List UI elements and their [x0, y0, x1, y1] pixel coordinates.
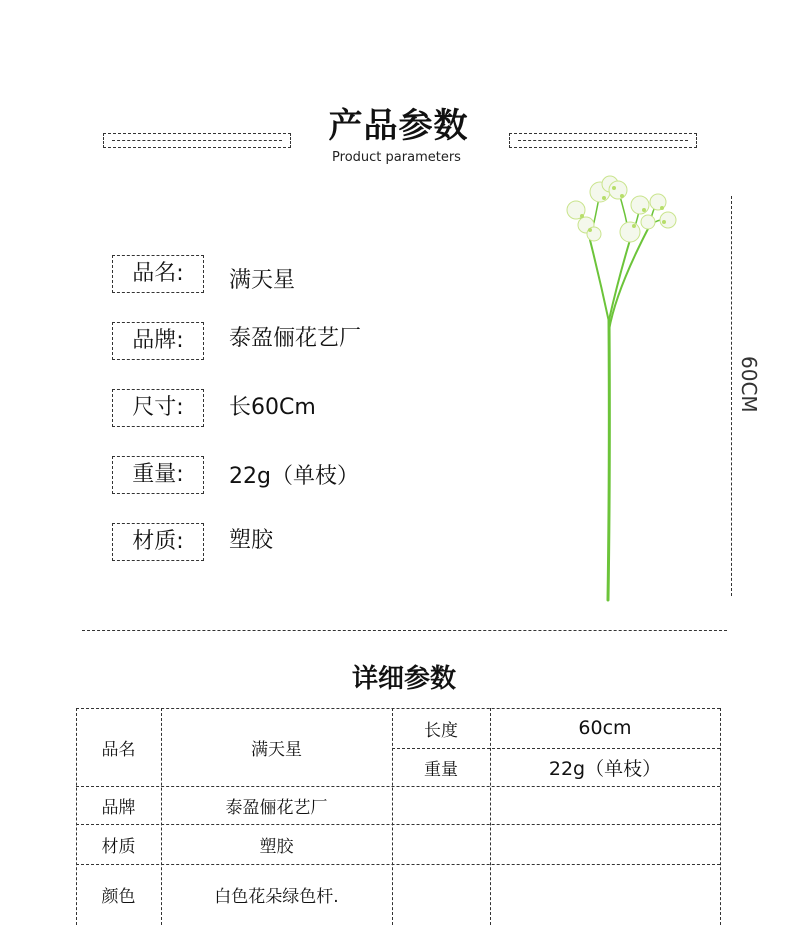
table-cell-length-value: 60cm — [578, 717, 632, 739]
page-subtitle: Product parameters — [332, 150, 461, 165]
details-title: 详细参数 — [351, 664, 456, 694]
param-value-weight: 22g（单枝） — [229, 464, 359, 489]
table-cell-brand-value: 泰盈俪花艺厂 — [225, 797, 328, 818]
table-cell-weight-label: 重量 — [424, 759, 458, 780]
param-value-material: 塑胶 — [229, 528, 274, 553]
table-border-right — [720, 708, 721, 925]
table-cell-material-value: 塑胶 — [259, 836, 294, 857]
param-value-size: 长60Cm — [229, 395, 316, 420]
param-label-name: 品名: — [112, 255, 204, 293]
table-cell-weight-value: 22g（单枝） — [548, 757, 662, 780]
param-label-material: 材质: — [112, 523, 204, 561]
page-title: 产品参数 — [328, 106, 469, 146]
param-value-brand: 泰盈俪花艺厂 — [229, 326, 362, 351]
table-cell-length-label: 长度 — [424, 720, 458, 741]
height-dimension-label: 60CM — [737, 356, 761, 413]
param-label-brand: 品牌: — [112, 322, 204, 360]
param-value-name: 满天星 — [229, 268, 296, 293]
table-cell-material-label: 材质 — [101, 836, 136, 857]
table-cell-color-label: 颜色 — [101, 887, 136, 907]
table-cell-brand-label: 品牌 — [101, 797, 136, 818]
param-label-size: 尺寸: — [112, 389, 204, 427]
param-label-weight: 重量: — [112, 456, 204, 494]
table-cell-name-value: 满天星 — [251, 739, 302, 760]
table-cell-color-value: 白色花朵绿色杆. — [214, 887, 339, 907]
table-cell-name-label: 品名 — [101, 739, 136, 760]
